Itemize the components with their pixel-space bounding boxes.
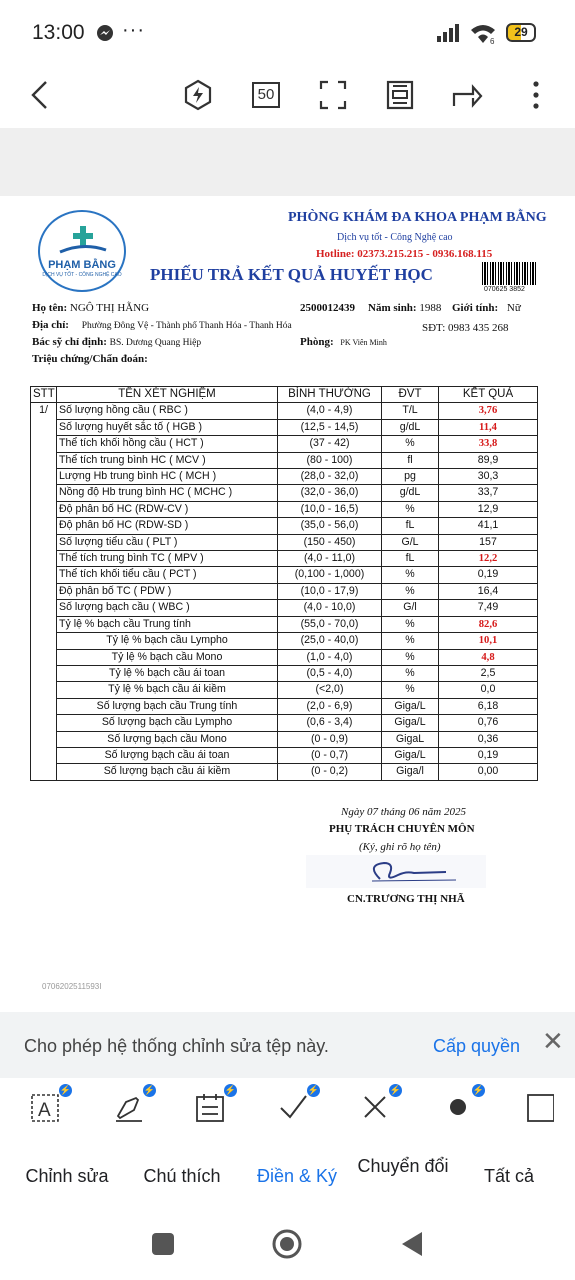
back-arrow-icon[interactable] xyxy=(22,77,58,113)
unit: % xyxy=(382,633,439,649)
table-row xyxy=(31,747,538,763)
table-row xyxy=(31,731,538,747)
fullscreen-icon[interactable] xyxy=(315,77,351,113)
room-label: Phòng: xyxy=(300,336,334,348)
sign-name: CN.TRƯƠNG THỊ NHÃ xyxy=(347,893,465,905)
symptom-row xyxy=(32,353,148,365)
grant-permission-button[interactable]: Cấp quyền xyxy=(433,1036,521,1056)
result-value: 41,1 xyxy=(439,518,538,534)
row-stt: 1/ xyxy=(31,403,57,419)
unit: g/dL xyxy=(382,485,439,501)
test-name: Số lượng bạch cầu Mono xyxy=(57,731,278,747)
header-normal-range: BÌNH THƯỜNG xyxy=(278,387,382,403)
result-value: 0,0 xyxy=(439,682,538,698)
gender-row xyxy=(452,302,521,314)
patient-name-label: Họ tên: xyxy=(32,302,68,314)
table-row xyxy=(31,436,538,452)
unit: % xyxy=(382,583,439,599)
more-vertical-icon[interactable] xyxy=(518,77,554,113)
table-row xyxy=(31,485,538,501)
unit: Giga/L xyxy=(382,747,439,763)
table-row xyxy=(31,616,538,632)
result-value: 33,7 xyxy=(439,485,538,501)
birth-year: 1988 xyxy=(419,302,442,314)
patient-name-row xyxy=(32,302,149,314)
result-value: 10,1 xyxy=(439,633,538,649)
premium-badge-icon: ⚡ xyxy=(143,1085,156,1095)
test-name: Thể tích khối hồng cầu ( HCT ) xyxy=(57,436,278,452)
table-row xyxy=(31,600,538,616)
logo-subtext: DỊCH VỤ TỐT - CÔNG NGHỆ CAO xyxy=(42,272,122,278)
cross-icon[interactable] xyxy=(358,1085,402,1130)
unit: fL xyxy=(382,518,439,534)
test-name: Tỷ lệ % bạch cầu ái toan xyxy=(57,665,278,681)
test-name: Tỷ lệ % bạch cầu Lympho xyxy=(57,633,278,649)
test-name: Thể tích khối tiểu cầu ( PCT ) xyxy=(57,567,278,583)
result-value: 0,76 xyxy=(439,715,538,731)
row-stt xyxy=(31,731,57,747)
sign-date: Ngày 07 tháng 06 năm 2025 xyxy=(341,806,466,818)
viewer-background xyxy=(0,128,575,196)
dot-icon[interactable] xyxy=(441,1085,485,1130)
top-toolbar xyxy=(0,64,575,128)
result-value: 11,4 xyxy=(439,419,538,435)
row-stt xyxy=(31,715,57,731)
row-stt xyxy=(31,551,57,567)
sign-note: (Ký, ghi rõ họ tên) xyxy=(359,841,441,853)
normal-range: (0 - 0,9) xyxy=(278,731,382,747)
unit: % xyxy=(382,649,439,665)
result-value: 7,49 xyxy=(439,600,538,616)
logo-text: PHẠM BẰNG xyxy=(48,259,116,271)
premium-badge-icon: ⚡ xyxy=(389,1085,402,1095)
phone-value: SĐT: 0983 435 268 xyxy=(422,322,509,334)
row-stt xyxy=(31,534,57,550)
tool-label-edit[interactable]: Chỉnh sửa xyxy=(25,1166,109,1186)
row-stt xyxy=(31,682,57,698)
result-value: 12,9 xyxy=(439,501,538,517)
more-notifications-icon: ··· xyxy=(122,19,145,41)
test-name: Thể tích trung bình HC ( MCV ) xyxy=(57,452,278,468)
normal-range: (37 - 42) xyxy=(278,436,382,452)
table-row xyxy=(31,551,538,567)
table-row xyxy=(31,534,538,550)
tool-label-fill-sign[interactable]: Điền & Ký xyxy=(256,1166,338,1186)
test-name: Tỷ lệ % bạch cầu Mono xyxy=(57,649,278,665)
test-name: Độ phân bố HC (RDW-SD ) xyxy=(57,518,278,534)
premium-badge-icon: ⚡ xyxy=(59,1085,72,1095)
page-view-icon[interactable] xyxy=(382,77,418,113)
result-value: 2,5 xyxy=(439,665,538,681)
test-name: Số lượng huyết sắc tố ( HGB ) xyxy=(57,419,278,435)
tool-label-all[interactable]: Tất cả xyxy=(483,1166,535,1186)
tool-label-convert[interactable]: Chuyển đổi xyxy=(357,1156,449,1176)
signal-icon xyxy=(437,24,463,42)
unit: GigaL xyxy=(382,731,439,747)
normal-range: (4,0 - 11,0) xyxy=(278,551,382,567)
table-row xyxy=(31,649,538,665)
test-name: Số lượng bạch cầu ái kiềm xyxy=(57,764,278,780)
normal-range: (28,0 - 32,0) xyxy=(278,469,382,485)
result-value: 12,2 xyxy=(439,551,538,567)
table-row xyxy=(31,403,538,419)
result-value: 3,76 xyxy=(439,403,538,419)
normal-range: (0,6 - 3,4) xyxy=(278,715,382,731)
unit: g/dL xyxy=(382,419,439,435)
gender-label: Giới tính: xyxy=(452,302,499,314)
premium-badge-icon: ⚡ xyxy=(472,1085,485,1095)
test-name: Độ phân bố TC ( PDW ) xyxy=(57,583,278,599)
birth-year-row xyxy=(368,302,441,314)
patient-id: 2500012439 xyxy=(300,302,355,314)
row-stt xyxy=(31,436,57,452)
row-stt xyxy=(31,469,57,485)
table-header-row xyxy=(31,387,538,403)
symptom-label: Triệu chứng/Chẩn đoán: xyxy=(32,353,148,365)
unit: % xyxy=(382,567,439,583)
normal-range: (0,5 - 4,0) xyxy=(278,665,382,681)
recent-apps-icon[interactable] xyxy=(152,1233,174,1255)
result-value: 16,4 xyxy=(439,583,538,599)
row-stt xyxy=(31,747,57,763)
logo-swoosh-icon xyxy=(58,242,108,256)
row-stt xyxy=(31,518,57,534)
header-unit: ĐVT xyxy=(382,387,439,403)
wifi-icon xyxy=(470,23,500,45)
row-stt xyxy=(31,600,57,616)
system-nav-bar xyxy=(0,1222,575,1280)
signature-icon xyxy=(306,855,486,888)
normal-range: (0,100 - 1,000) xyxy=(278,567,382,583)
pen-annotate-icon[interactable] xyxy=(112,1085,156,1130)
table-row xyxy=(31,567,538,583)
row-stt xyxy=(31,485,57,501)
result-value: 30,3 xyxy=(439,469,538,485)
table-row xyxy=(31,419,538,435)
table-row xyxy=(31,764,538,780)
unit: T/L xyxy=(382,403,439,419)
premium-badge-icon: ⚡ xyxy=(307,1085,320,1095)
row-stt xyxy=(31,616,57,632)
page-count-icon[interactable] xyxy=(248,77,284,113)
status-time: 13:00 xyxy=(32,21,85,44)
birth-label: Năm sinh: xyxy=(368,302,417,314)
table-row xyxy=(31,665,538,681)
test-name: Số lượng hồng cầu ( RBC ) xyxy=(57,403,278,419)
header-stt: STT xyxy=(31,387,57,403)
doctor-row xyxy=(32,336,201,348)
test-name: Nồng độ Hb trung bình HC ( MCHC ) xyxy=(57,485,278,501)
result-value: 33,8 xyxy=(439,436,538,452)
test-name: Độ phân bố HC (RDW-CV ) xyxy=(57,501,278,517)
checkmark-icon[interactable] xyxy=(276,1085,320,1130)
unit: % xyxy=(382,501,439,517)
sign-role: PHỤ TRÁCH CHUYÊN MÔN xyxy=(329,823,475,835)
svg-text:6: 6 xyxy=(490,37,495,45)
normal-range: (4,0 - 10,0) xyxy=(278,600,382,616)
clinic-name: PHÒNG KHÁM ĐA KHOA PHẠM BẰNG xyxy=(288,210,547,225)
normal-range: (55,0 - 70,0) xyxy=(278,616,382,632)
normal-range: (<2,0) xyxy=(278,682,382,698)
table-row xyxy=(31,501,538,517)
lightning-hexagon-icon[interactable] xyxy=(180,77,216,113)
header-test-name: TÊN XÉT NGHIỆM xyxy=(57,387,278,403)
unit: fl xyxy=(382,452,439,468)
test-name: Số lượng bạch cầu Lympho xyxy=(57,715,278,731)
normal-range: (0 - 0,2) xyxy=(278,764,382,780)
row-stt xyxy=(31,665,57,681)
normal-range: (10,0 - 17,9) xyxy=(278,583,382,599)
test-name: Số lượng tiểu cầu ( PLT ) xyxy=(57,534,278,550)
result-value: 0,00 xyxy=(439,764,538,780)
normal-range: (0 - 0,7) xyxy=(278,747,382,763)
clinic-hotline: Hotline: 02373.215.215 - 0936.168.115 xyxy=(316,248,493,260)
unit: Giga/L xyxy=(382,715,439,731)
form-fill-icon[interactable] xyxy=(193,1085,237,1130)
unit: % xyxy=(382,616,439,632)
table-row xyxy=(31,469,538,485)
table-row xyxy=(31,633,538,649)
table-row xyxy=(31,715,538,731)
svg-text:A: A xyxy=(38,1100,51,1121)
page-count-label: 50 xyxy=(252,82,280,108)
permission-banner xyxy=(0,1012,575,1078)
close-icon[interactable]: ✕ xyxy=(542,1026,564,1056)
address-row xyxy=(32,319,292,331)
normal-range: (12,5 - 14,5) xyxy=(278,419,382,435)
table-row xyxy=(31,698,538,714)
premium-badge-icon: ⚡ xyxy=(224,1085,237,1095)
normal-range: (2,0 - 6,9) xyxy=(278,698,382,714)
results-table xyxy=(30,386,538,781)
permission-text: Cho phép hệ thống chỉnh sửa tệp này. xyxy=(24,1036,329,1056)
battery-icon xyxy=(506,23,536,42)
unit: G/l xyxy=(382,600,439,616)
battery-level: 29 xyxy=(514,25,528,39)
unit: G/L xyxy=(382,534,439,550)
normal-range: (1,0 - 4,0) xyxy=(278,649,382,665)
unit: fL xyxy=(382,551,439,567)
document-page[interactable] xyxy=(0,196,575,1012)
normal-range: (4,0 - 4,9) xyxy=(278,403,382,419)
test-name: Số lượng bạch cầu Trung tính xyxy=(57,698,278,714)
barcode-icon xyxy=(482,262,538,285)
row-stt xyxy=(31,698,57,714)
result-value: 4,8 xyxy=(439,649,538,665)
doctor-label: Bác sỹ chỉ định: xyxy=(32,336,107,348)
result-value: 82,6 xyxy=(439,616,538,632)
normal-range: (80 - 100) xyxy=(278,452,382,468)
normal-range: (10,0 - 16,5) xyxy=(278,501,382,517)
result-value: 157 xyxy=(439,534,538,550)
unit: % xyxy=(382,436,439,452)
row-stt xyxy=(31,567,57,583)
unit: Giga/l xyxy=(382,764,439,780)
status-bar xyxy=(0,0,575,64)
normal-range: (25,0 - 40,0) xyxy=(278,633,382,649)
back-nav-icon[interactable] xyxy=(400,1231,424,1257)
clinic-slogan: Dịch vụ tốt - Công Nghệ cao xyxy=(337,232,453,243)
document-title: PHIẾU TRẢ KẾT QUẢ HUYẾT HỌC xyxy=(150,265,433,284)
unit: % xyxy=(382,682,439,698)
normal-range: (150 - 450) xyxy=(278,534,382,550)
test-name: Số lượng bạch cầu ( WBC ) xyxy=(57,600,278,616)
table-row xyxy=(31,682,538,698)
result-value: 89,9 xyxy=(439,452,538,468)
tool-label-annotate[interactable]: Chú thích xyxy=(143,1166,221,1186)
gender-value: Nữ xyxy=(506,302,521,314)
test-name: Tỷ lệ % bạch cầu ái kiềm xyxy=(57,682,278,698)
unit: pg xyxy=(382,469,439,485)
clinic-logo xyxy=(38,210,126,292)
test-name: Tỷ lệ % bạch cầu Trung tính xyxy=(57,616,278,632)
table-row xyxy=(31,583,538,599)
result-value: 6,18 xyxy=(439,698,538,714)
row-stt xyxy=(31,501,57,517)
table-row xyxy=(31,452,538,468)
result-value: 0,36 xyxy=(439,731,538,747)
test-name: Thể tích trung bình TC ( MPV ) xyxy=(57,551,278,567)
test-name: Lượng Hb trung bình HC ( MCH ) xyxy=(57,469,278,485)
share-icon[interactable] xyxy=(449,77,485,113)
text-edit-icon[interactable] xyxy=(28,1085,72,1130)
document-id: 070620251159​3I xyxy=(42,982,102,991)
normal-range: (32,0 - 36,0) xyxy=(278,485,382,501)
doctor-value: BS. Dương Quang Hiệp xyxy=(109,338,202,348)
room-row xyxy=(300,336,387,348)
unit: Giga/L xyxy=(382,698,439,714)
header-result: KẾT QUẢ xyxy=(439,387,538,403)
row-stt xyxy=(31,452,57,468)
row-stt xyxy=(31,649,57,665)
messenger-icon xyxy=(96,24,114,42)
row-stt xyxy=(31,764,57,780)
address-value: Phường Đông Vệ - Thành phố Thanh Hóa - Thanh Hóa xyxy=(81,321,292,331)
bottom-tools xyxy=(0,1078,575,1222)
home-icon[interactable] xyxy=(271,1228,303,1260)
results-table-body xyxy=(31,403,538,780)
row-stt xyxy=(31,419,57,435)
address-label: Địa chỉ: xyxy=(32,319,69,331)
test-name: Số lượng bạch cầu ái toan xyxy=(57,747,278,763)
result-value: 0,19 xyxy=(439,747,538,763)
barcode-number: 070625 3852 xyxy=(484,286,525,293)
square-shape-icon[interactable] xyxy=(524,1090,554,1130)
table-row xyxy=(31,518,538,534)
row-stt xyxy=(31,633,57,649)
patient-name: NGÔ THỊ HẰNG xyxy=(69,302,150,314)
unit: % xyxy=(382,665,439,681)
row-stt xyxy=(31,583,57,599)
room-value: PK Viên Minh xyxy=(340,338,387,347)
result-value: 0,19 xyxy=(439,567,538,583)
normal-range: (35,0 - 56,0) xyxy=(278,518,382,534)
